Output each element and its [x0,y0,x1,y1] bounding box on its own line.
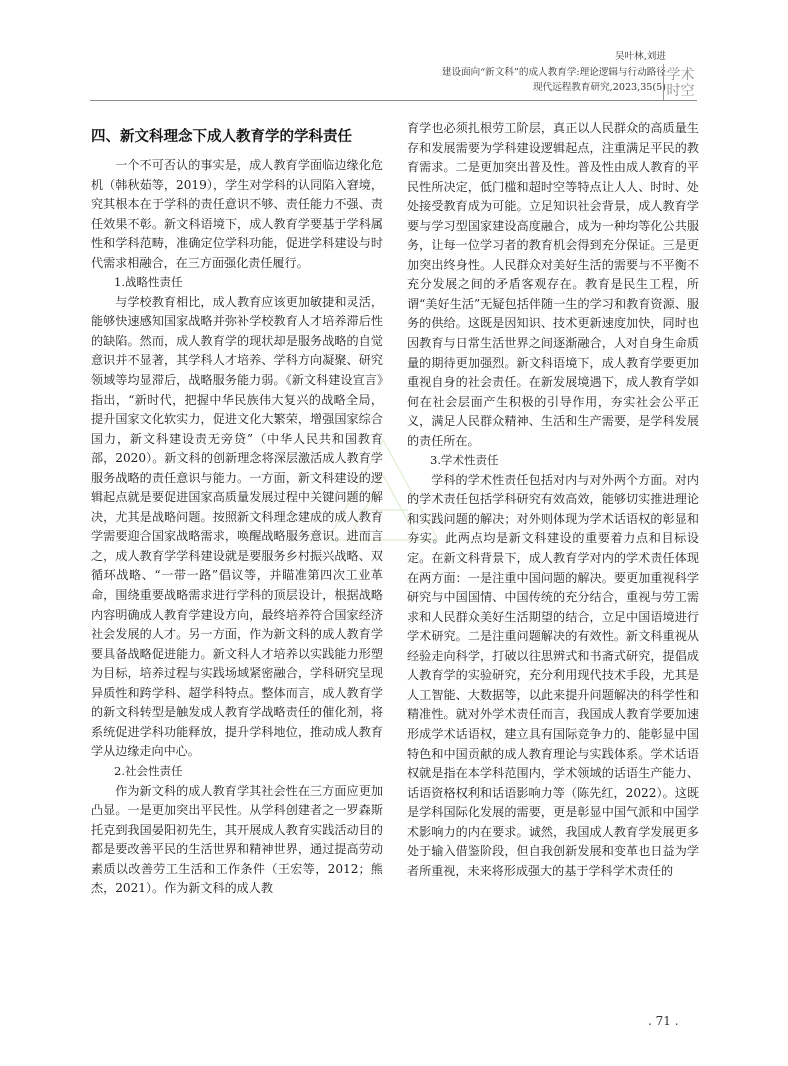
right-column [407,119,699,881]
section-label-line2: 时空 [666,82,695,99]
page-number: . 71 . [648,1014,679,1028]
header-authors: 吴叶林,刘进 [614,51,666,62]
academic-paragraph: 学科的学术性责任包括对内与对外两个方面。对内的学术责任包括学科研究有效高效，能够切实推进理论和实践问题的解决；对外则体现为学术话语权的彰显和夯实。此两点均是新文科建设的重要着力点和目标设定。在新文科背景下，成人教育学对内的学术责任体现在两方面：一是注重中国问题的解决。要更加重视科学研究与中国国情、中国传统的充分结合，重视与劳工需求和人民群众美好生活期望的结合，立足中国语境进行学术研究。二是注重问题解决的有效性。新文科重视从经验走向科学，打破以往思辨式和书斋式研究，提倡成人教育学的实验研究，充分利用现代技术手段，尤其是人工智能、大数据等，以此来提升问题解决的科学性和精准性。就对外学术责任而言，我国成人教育学要加速形成学术话语权，建立具有国际竞争力的、能彰显中国特色和中国贡献的成人教育理论与实践体系。学术话语权就是指在本学科范围内，学术领域的话语生产能力、话语资格权利和话语影响力等（陈先红，2022）。这既是学科国际化发展的需要，更是彰显中国气派和中国学术影响力的内在要求。诚然，我国成人教育学发展更多处于输入借鉴阶段，但自我创新发展和变革也日益为学者所重视，未来将形成强大的基于学科学术责任的 [407,472,699,878]
header-divider [90,100,697,101]
header-article-title: 建设面向“新文科”的成人教育学:理论逻辑与行动路径 [441,66,666,78]
left-column [91,119,383,899]
section-label-line1: 学术 [666,66,695,83]
social-paragraph-start: 作为新文科的成人教育学其社会性在三方面应更加凸显。一是更加突出平民性。从学科创建者之一罗森斯托克到我国晏阳初先生，其开展成人教育实践活动目的都是要改善平民的生活世界和精神世界，通过提高劳动素质以改善劳工生活和工作条件（王宏等，2012；熊杰，2021）。作为新文科的成人教 [91,783,383,896]
running-header [146,49,666,96]
subheading-strategic: 1.战略性责任 [114,275,183,290]
subheading-social: 2.社会性责任 [114,763,183,778]
subheading-academic: 3.学术性责任 [430,453,499,468]
social-paragraph-continued: 育学也必须扎根劳工阶层，真正以人民群众的高质量生存和发展需要为学科建设逻辑起点，注重满足平民的教育需求。二是更加突出普及性。普及性由成人教育的平民性所决定，低门槛和超时空等特点让人人、时时、处处接受教育成为可能。立足知识社会背景，成人教育学要与学习型国家建设高度融合，成为一种均等化公共服务，让每一位学习者的教育机会得到充分保证。三是更加突出终身性。人民群众对美好生活的需要与不平衡不充分发展之间的矛盾客观存在。教育是民生工程，所谓“美好生活”无疑包括伴随一生的学习和教育资源、服务的供给。这既是因知识、技术更新速度加快，同时也因教育与日常生活世界之间逐渐融合，人对自身生命质量的期待更加强烈。新文科语境下，成人教育学要更加重视自身的社会责任。在新发展境遇下，成人教育学如何在社会层面产生积极的引导作用，夯实社会公平正义，满足人民群众精神、生活和生产需要，是学科发展的责任所在。 [407,121,699,448]
section-heading: 四、新文科理念下成人教育学的学科责任 [91,129,352,145]
header-journal-citation: 现代远程教育研究,2023,35(5) [532,82,666,93]
section-label [663,64,697,101]
strategic-paragraph: 与学校教育相比，成人教育应该更加敏捷和灵活，能够快速感知国家战略并弥补学校教育人才培养滞后性的缺陷。然而，成人教育学的现状却是服务战略的自觉意识并不显著，其学科人才培养、学科方向凝聚、研究领域等均显滞后，战略服务能力弱。《新文科建设宣言》指出，“新时代，把握中华民族伟大复兴的战略全局，提升国家文化软实力，促进文化大繁荣，增强国家综合国力，新文科建设责无旁贷”（中华人民共和国教育部，2020）。新文科的创新理念将深层激活成人教育学服务战略的责任意识与能力。一方面，新文科建设的逻辑起点就是要促进国家高质量发展过程中关键问题的解决，尤其是战略问题。按照新文科理念建成的成人教育学需要迎合国家战略需求，唤醒战略服务意识。进而言之，成人教育学学科建设就是要服务乡村振兴战略、双循环战略、“一带一路”倡议等，并瞄准第四次工业革命，围绕重要战略需求进行学科的顶层设计，根据战略内容明确成人教育学建设方向，最终培养符合国家经济社会发展的人才。另一方面，作为新文科的成人教育学要具备战略促进能力。新文科人才培养以实践能力形塑为目标，培养过程与实践场域紧密融合，学科研究呈现异质性和跨学科、超学科特点。整体而言，成人教育学的新文科转型是触发成人教育学战略责任的催化剂，将系统促进学科功能释放，提升学科地位，推动成人教育学从边缘走向中心。 [91,294,383,759]
intro-paragraph: 一个不可否认的事实是，成人教育学面临边缘化危机（韩秋茹等，2019），学生对学科的认同陷入窘境，究其根本在于学科的责任意识不够、责任能力不强、责任效果不彰。新文科语境下，成人教育学要基于学科属性和学科范畴，准确定位学科功能，促进学科建设与时代需求相融合，在三方面强化责任履行。 [91,158,383,270]
